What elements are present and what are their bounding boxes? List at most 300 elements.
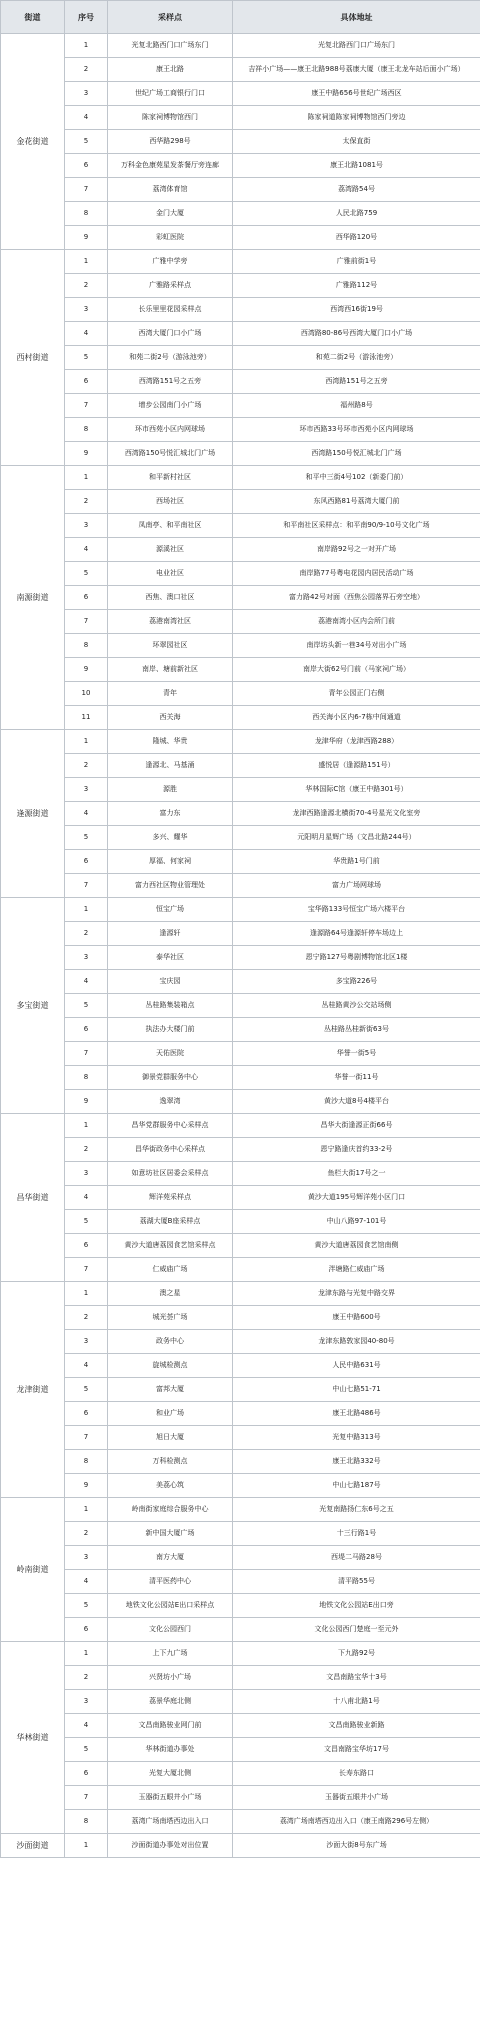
table-row: [1, 802, 480, 826]
table-row: [1, 634, 480, 658]
site-name-cell: 逢源轩: [108, 922, 233, 946]
address-cell: 清平路55号: [233, 1570, 480, 1594]
street-name-cell: 华林街道: [1, 1642, 65, 1834]
site-name-cell: 增步公园南门小广场: [108, 394, 233, 418]
table-row: [1, 1810, 480, 1834]
site-name-cell: 新中国大厦广场: [108, 1522, 233, 1546]
row-number-cell: 5: [65, 130, 108, 154]
address-cell: 十三行路1号: [233, 1522, 480, 1546]
row-number-cell: 9: [65, 1474, 108, 1498]
row-number-cell: 4: [65, 322, 108, 346]
address-cell: 龙津东路与光复中路交界: [233, 1282, 480, 1306]
table-row: [1, 1018, 480, 1042]
table-row: [1, 250, 480, 274]
site-name-cell: 和苑二街2号（游泳池旁）: [108, 346, 233, 370]
row-number-cell: 1: [65, 1642, 108, 1666]
table-row: [1, 610, 480, 634]
table-row: [1, 1042, 480, 1066]
row-number-cell: 3: [65, 298, 108, 322]
address-cell: 太保直街: [233, 130, 480, 154]
site-name-cell: 宝庆园: [108, 970, 233, 994]
table-row: [1, 1834, 480, 1858]
address-cell: 环市西路33号环市西苑小区内网球场: [233, 418, 480, 442]
site-name-cell: 西关海: [108, 706, 233, 730]
address-cell: 青年公园正门右侧: [233, 682, 480, 706]
address-cell: 华誉一街5号: [233, 1042, 480, 1066]
row-number-cell: 6: [65, 370, 108, 394]
street-name-cell: 昌华街道: [1, 1114, 65, 1282]
site-name-cell: 清平医药中心: [108, 1570, 233, 1594]
site-name-cell: 长乐里里花园采样点: [108, 298, 233, 322]
table-row: [1, 874, 480, 898]
row-number-cell: 2: [65, 490, 108, 514]
address-cell: 长寿东路口: [233, 1762, 480, 1786]
site-name-cell: 康王北路: [108, 58, 233, 82]
table-row: [1, 34, 480, 58]
address-cell: 西湾路80-86号西湾大厦门口小广场: [233, 322, 480, 346]
address-cell: 盛悦居（逢源路151号）: [233, 754, 480, 778]
table-row: [1, 1450, 480, 1474]
address-cell: 逢源路64号逢源轩停车场边上: [233, 922, 480, 946]
site-name-cell: 执法办大楼门前: [108, 1018, 233, 1042]
row-number-cell: 3: [65, 1546, 108, 1570]
site-name-cell: 西焦、澳口社区: [108, 586, 233, 610]
table-row: [1, 1546, 480, 1570]
table-row: [1, 202, 480, 226]
row-number-cell: 3: [65, 1690, 108, 1714]
table-row: [1, 1642, 480, 1666]
site-name-cell: 如意坊社区居委会采样点: [108, 1162, 233, 1186]
row-number-cell: 4: [65, 538, 108, 562]
row-number-cell: 5: [65, 1594, 108, 1618]
address-cell: 中山七路51-71: [233, 1378, 480, 1402]
site-name-cell: 富力西社区物业管理处: [108, 874, 233, 898]
row-number-cell: 8: [65, 1450, 108, 1474]
address-cell: 光复中路313号: [233, 1426, 480, 1450]
site-name-cell: 和平新村社区: [108, 466, 233, 490]
row-number-cell: 8: [65, 1810, 108, 1834]
table-row: [1, 754, 480, 778]
table-row: [1, 658, 480, 682]
site-name-cell: 政务中心: [108, 1330, 233, 1354]
row-number-cell: 9: [65, 226, 108, 250]
address-cell: 西湾路151号之五旁: [233, 370, 480, 394]
row-number-cell: 6: [65, 1618, 108, 1642]
row-number-cell: 6: [65, 154, 108, 178]
address-cell: 西关海小区内6-7栋中间通道: [233, 706, 480, 730]
table-row: [1, 154, 480, 178]
row-number-cell: 4: [65, 1186, 108, 1210]
table-row: [1, 1354, 480, 1378]
table-row: [1, 1690, 480, 1714]
row-number-cell: 4: [65, 106, 108, 130]
site-name-cell: 玉器街五眼井小广场: [108, 1786, 233, 1810]
address-cell: 西湾西16街19号: [233, 298, 480, 322]
site-name-cell: 荔湾广场南塔西边出入口: [108, 1810, 233, 1834]
site-name-cell: 荔湾体育馆: [108, 178, 233, 202]
table-row: [1, 898, 480, 922]
table-row: [1, 850, 480, 874]
site-name-cell: 天佑医院: [108, 1042, 233, 1066]
row-number-cell: 6: [65, 1762, 108, 1786]
table-row: [1, 826, 480, 850]
row-number-cell: 1: [65, 466, 108, 490]
row-number-cell: 6: [65, 850, 108, 874]
row-number-cell: 7: [65, 1042, 108, 1066]
address-cell: 康王北路1081号: [233, 154, 480, 178]
table-row: [1, 490, 480, 514]
address-cell: 荔湾路54号: [233, 178, 480, 202]
table-row: [1, 322, 480, 346]
site-name-cell: 光复大厦北侧: [108, 1762, 233, 1786]
address-cell: 文昌南路宝华十3号: [233, 1666, 480, 1690]
address-cell: 沙面大街8号东广场: [233, 1834, 480, 1858]
address-cell: 光复南路扬仁东6号之五: [233, 1498, 480, 1522]
table-row: [1, 1282, 480, 1306]
header-row: [1, 1, 480, 34]
row-number-cell: 3: [65, 514, 108, 538]
address-cell: 南岸大街62号门前（马家祠广场）: [233, 658, 480, 682]
address-cell: 富力路42号对面（西焦公园落界石旁空地）: [233, 586, 480, 610]
site-name-cell: 文化公园西门: [108, 1618, 233, 1642]
address-cell: 富力广场网球场: [233, 874, 480, 898]
address-cell: 华林国际C馆（康王中路301号）: [233, 778, 480, 802]
address-cell: 康王中路656号世纪广场西区: [233, 82, 480, 106]
street-name-cell: 沙面街道: [1, 1834, 65, 1858]
site-name-cell: 沙面街道办事处对出位置: [108, 1834, 233, 1858]
row-number-cell: 5: [65, 1738, 108, 1762]
site-name-cell: 源溪社区: [108, 538, 233, 562]
address-cell: 恩宁路127号粤剧博物馆北区1楼: [233, 946, 480, 970]
site-name-cell: 隆城、华贵: [108, 730, 233, 754]
address-cell: 地铁文化公园站E出口旁: [233, 1594, 480, 1618]
row-number-cell: 3: [65, 946, 108, 970]
row-number-cell: 1: [65, 1834, 108, 1858]
site-name-cell: 和业广场: [108, 1402, 233, 1426]
site-name-cell: 黄沙大道唐荔园食艺馆采样点: [108, 1234, 233, 1258]
address-cell: 福州路8号: [233, 394, 480, 418]
street-name-cell: 金花街道: [1, 34, 65, 250]
table-row: [1, 1594, 480, 1618]
site-name-cell: 源胜: [108, 778, 233, 802]
site-name-cell: 旭日大厦: [108, 1426, 233, 1450]
site-name-cell: 广雅中学旁: [108, 250, 233, 274]
row-number-cell: 2: [65, 1666, 108, 1690]
site-name-cell: 西湾大厦门口小广场: [108, 322, 233, 346]
row-number-cell: 2: [65, 58, 108, 82]
table-row: [1, 1090, 480, 1114]
address-cell: 荔港南湾小区内会所门前: [233, 610, 480, 634]
address-cell: 文昌南路宝华坊17号: [233, 1738, 480, 1762]
site-name-cell: 荔湖大厦B座采样点: [108, 1210, 233, 1234]
header-site: 采样点: [108, 1, 233, 34]
site-name-cell: 澳之星: [108, 1282, 233, 1306]
site-name-cell: 陈家祠博物馆西门: [108, 106, 233, 130]
table-row: [1, 730, 480, 754]
site-name-cell: 美荔心筑: [108, 1474, 233, 1498]
site-name-cell: 荔港南湾社区: [108, 610, 233, 634]
table-row: [1, 1522, 480, 1546]
site-name-cell: 岭南街家庭综合服务中心: [108, 1498, 233, 1522]
address-cell: 和平中三街4号102（新委门前）: [233, 466, 480, 490]
street-name-cell: 西村街道: [1, 250, 65, 466]
row-number-cell: 7: [65, 1426, 108, 1450]
site-name-cell: 逢源北、马基涌: [108, 754, 233, 778]
table-row: [1, 1234, 480, 1258]
address-cell: 康王北路332号: [233, 1450, 480, 1474]
row-number-cell: 1: [65, 1498, 108, 1522]
table-row: [1, 1498, 480, 1522]
row-number-cell: 1: [65, 898, 108, 922]
table-row: [1, 82, 480, 106]
site-name-cell: 恒宝广场: [108, 898, 233, 922]
address-cell: 中山八路97-101号: [233, 1210, 480, 1234]
table-row: [1, 298, 480, 322]
address-cell: 南岸坊头新一巷34号对出小广场: [233, 634, 480, 658]
table-row: [1, 106, 480, 130]
site-name-cell: 丛桂路集装箱点: [108, 994, 233, 1018]
address-cell: 南岸路92号之一对开广场: [233, 538, 480, 562]
table-row: [1, 226, 480, 250]
address-cell: 丛桂路黄沙公交站场侧: [233, 994, 480, 1018]
site-name-cell: 华林街道办事处: [108, 1738, 233, 1762]
row-number-cell: 3: [65, 82, 108, 106]
site-name-cell: 城光荟广场: [108, 1306, 233, 1330]
address-cell: 龙津东路敦家园40-80号: [233, 1330, 480, 1354]
site-name-cell: 旋城检测点: [108, 1354, 233, 1378]
table-row: [1, 394, 480, 418]
address-cell: 西湾路150号悦汇城北门广场: [233, 442, 480, 466]
table-row: [1, 58, 480, 82]
site-name-cell: 世纪广场工商银行门口: [108, 82, 233, 106]
row-number-cell: 8: [65, 634, 108, 658]
site-name-cell: 西华路298号: [108, 130, 233, 154]
site-name-cell: 昌华街政务中心采样点: [108, 1138, 233, 1162]
site-name-cell: 厚福、何家祠: [108, 850, 233, 874]
row-number-cell: 9: [65, 1090, 108, 1114]
street-name-cell: 南源街道: [1, 466, 65, 730]
table-row: [1, 442, 480, 466]
table-row: [1, 1330, 480, 1354]
table-row: [1, 1618, 480, 1642]
row-number-cell: 7: [65, 178, 108, 202]
table-row: [1, 922, 480, 946]
table-row: [1, 1474, 480, 1498]
row-number-cell: 5: [65, 826, 108, 850]
address-cell: 丛桂路丛桂新街63号: [233, 1018, 480, 1042]
row-number-cell: 7: [65, 610, 108, 634]
site-name-cell: 万科金色康苑星发茶餐厅旁连廊: [108, 154, 233, 178]
site-name-cell: 御景党群服务中心: [108, 1066, 233, 1090]
site-name-cell: 逸翠湾: [108, 1090, 233, 1114]
address-cell: 康王北路486号: [233, 1402, 480, 1426]
table-row: [1, 562, 480, 586]
table-row: [1, 130, 480, 154]
address-cell: 恩宁路逢庆首约33-2号: [233, 1138, 480, 1162]
street-name-cell: 逢源街道: [1, 730, 65, 898]
address-cell: 昌华大街逢源正街66号: [233, 1114, 480, 1138]
site-name-cell: 南方大厦: [108, 1546, 233, 1570]
row-number-cell: 6: [65, 1234, 108, 1258]
table-row: [1, 1762, 480, 1786]
table-row: [1, 1186, 480, 1210]
site-name-cell: 彩虹医院: [108, 226, 233, 250]
address-cell: 和苑二街2号（游泳池旁）: [233, 346, 480, 370]
site-name-cell: 凤南亭、和平南社区: [108, 514, 233, 538]
table-row: [1, 418, 480, 442]
row-number-cell: 8: [65, 418, 108, 442]
row-number-cell: 8: [65, 1066, 108, 1090]
address-cell: 人民北路759: [233, 202, 480, 226]
row-number-cell: 7: [65, 1258, 108, 1282]
row-number-cell: 1: [65, 250, 108, 274]
site-name-cell: 昌华党群服务中心采样点: [108, 1114, 233, 1138]
address-cell: 东风西路81号荔湾大厦门前: [233, 490, 480, 514]
address-cell: 康王中路600号: [233, 1306, 480, 1330]
table-row: [1, 946, 480, 970]
site-name-cell: 西湾路150号悦汇城北门广场: [108, 442, 233, 466]
table-row: [1, 1306, 480, 1330]
table-row: [1, 1210, 480, 1234]
table-row: [1, 1138, 480, 1162]
address-cell: 光复北路西门口广场东门: [233, 34, 480, 58]
table-row: [1, 370, 480, 394]
table-row: [1, 970, 480, 994]
address-cell: 华誉一街11号: [233, 1066, 480, 1090]
row-number-cell: 8: [65, 202, 108, 226]
site-name-cell: 青年: [108, 682, 233, 706]
address-cell: 西堤二马路28号: [233, 1546, 480, 1570]
row-number-cell: 3: [65, 778, 108, 802]
table-row: [1, 1570, 480, 1594]
row-number-cell: 6: [65, 1402, 108, 1426]
row-number-cell: 2: [65, 1306, 108, 1330]
address-cell: 龙津西路逢源北横街70-4号星光文化室旁: [233, 802, 480, 826]
address-cell: 荔湾广场南塔西边出入口（康王南路296号左侧）: [233, 1810, 480, 1834]
table-row: [1, 346, 480, 370]
table-row: [1, 778, 480, 802]
address-cell: 文昌南路骏业新路: [233, 1714, 480, 1738]
table-row: [1, 682, 480, 706]
row-number-cell: 4: [65, 1354, 108, 1378]
address-cell: 多宝路226号: [233, 970, 480, 994]
address-cell: 鱼栏大街17号之一: [233, 1162, 480, 1186]
row-number-cell: 2: [65, 1522, 108, 1546]
table-row: [1, 1738, 480, 1762]
address-cell: 和平南社区采样点：和平南90/9-10号文化广场: [233, 514, 480, 538]
street-name-cell: 岭南街道: [1, 1498, 65, 1642]
site-name-cell: 富邦大厦: [108, 1378, 233, 1402]
site-name-cell: 金门大厦: [108, 202, 233, 226]
site-name-cell: 环翠园社区: [108, 634, 233, 658]
address-cell: 龙津华府（龙津西路288）: [233, 730, 480, 754]
row-number-cell: 10: [65, 682, 108, 706]
address-cell: 南岸路77号粤电花园内居民活动广场: [233, 562, 480, 586]
address-cell: 文化公园西门楚庭一至元外: [233, 1618, 480, 1642]
address-cell: 吉祥小广场——康王北路988号荔康大厦（康王北龙车站后面小广场）: [233, 58, 480, 82]
table-row: [1, 1162, 480, 1186]
table-row: [1, 1714, 480, 1738]
row-number-cell: 5: [65, 1210, 108, 1234]
site-name-cell: 西湾路151号之五旁: [108, 370, 233, 394]
address-cell: 宝华路133号恒宝广场六楼平台: [233, 898, 480, 922]
row-number-cell: 2: [65, 1138, 108, 1162]
address-cell: 元阳明月星辉广场（文昌北路244号）: [233, 826, 480, 850]
site-name-cell: 多兴、耀华: [108, 826, 233, 850]
site-name-cell: 南岸、塘前新社区: [108, 658, 233, 682]
site-name-cell: 辉洋苑采样点: [108, 1186, 233, 1210]
row-number-cell: 1: [65, 1282, 108, 1306]
header-street: 街道: [1, 1, 65, 34]
row-number-cell: 6: [65, 1018, 108, 1042]
table-row: [1, 538, 480, 562]
row-number-cell: 5: [65, 346, 108, 370]
address-cell: 黄沙大道唐荔园食艺馆南侧: [233, 1234, 480, 1258]
address-cell: 中山七路187号: [233, 1474, 480, 1498]
row-number-cell: 7: [65, 394, 108, 418]
site-name-cell: 万科检测点: [108, 1450, 233, 1474]
row-number-cell: 11: [65, 706, 108, 730]
row-number-cell: 3: [65, 1162, 108, 1186]
site-name-cell: 荔景华庭北侧: [108, 1690, 233, 1714]
row-number-cell: 2: [65, 274, 108, 298]
row-number-cell: 4: [65, 1714, 108, 1738]
table-row: [1, 1402, 480, 1426]
row-number-cell: 9: [65, 442, 108, 466]
table-body: [1, 34, 480, 1858]
address-cell: 玉器街五眼井小广场: [233, 1786, 480, 1810]
site-name-cell: 环市西苑小区内网球场: [108, 418, 233, 442]
table-row: [1, 1378, 480, 1402]
table-row: [1, 466, 480, 490]
table-row: [1, 994, 480, 1018]
table-row: [1, 1666, 480, 1690]
row-number-cell: 9: [65, 658, 108, 682]
address-cell: 下九路92号: [233, 1642, 480, 1666]
table-row: [1, 1258, 480, 1282]
table-row: [1, 706, 480, 730]
table-row: [1, 274, 480, 298]
address-cell: 泮塘路仁威庙广场: [233, 1258, 480, 1282]
row-number-cell: 7: [65, 1786, 108, 1810]
row-number-cell: 3: [65, 1330, 108, 1354]
address-cell: 十八甫北路1号: [233, 1690, 480, 1714]
site-name-cell: 仁威庙广场: [108, 1258, 233, 1282]
row-number-cell: 4: [65, 802, 108, 826]
site-name-cell: 广雅路采样点: [108, 274, 233, 298]
row-number-cell: 5: [65, 1378, 108, 1402]
table-row: [1, 514, 480, 538]
row-number-cell: 7: [65, 874, 108, 898]
street-name-cell: 多宝街道: [1, 898, 65, 1114]
site-name-cell: 地铁文化公园站E出口采样点: [108, 1594, 233, 1618]
site-name-cell: 光复北路西门口广场东门: [108, 34, 233, 58]
address-cell: 黄沙大道8号4楼平台: [233, 1090, 480, 1114]
row-number-cell: 2: [65, 922, 108, 946]
table-row: [1, 1066, 480, 1090]
row-number-cell: 5: [65, 994, 108, 1018]
site-name-cell: 西场社区: [108, 490, 233, 514]
site-name-cell: 文昌南路骏业网门前: [108, 1714, 233, 1738]
address-cell: 陈家祠道陈家祠博物馆西门旁边: [233, 106, 480, 130]
address-cell: 黄沙大道195号辉洋苑小区门口: [233, 1186, 480, 1210]
row-number-cell: 2: [65, 754, 108, 778]
table-row: [1, 178, 480, 202]
row-number-cell: 1: [65, 730, 108, 754]
site-name-cell: 上下九广场: [108, 1642, 233, 1666]
row-number-cell: 6: [65, 586, 108, 610]
header-no: 序号: [65, 1, 108, 34]
